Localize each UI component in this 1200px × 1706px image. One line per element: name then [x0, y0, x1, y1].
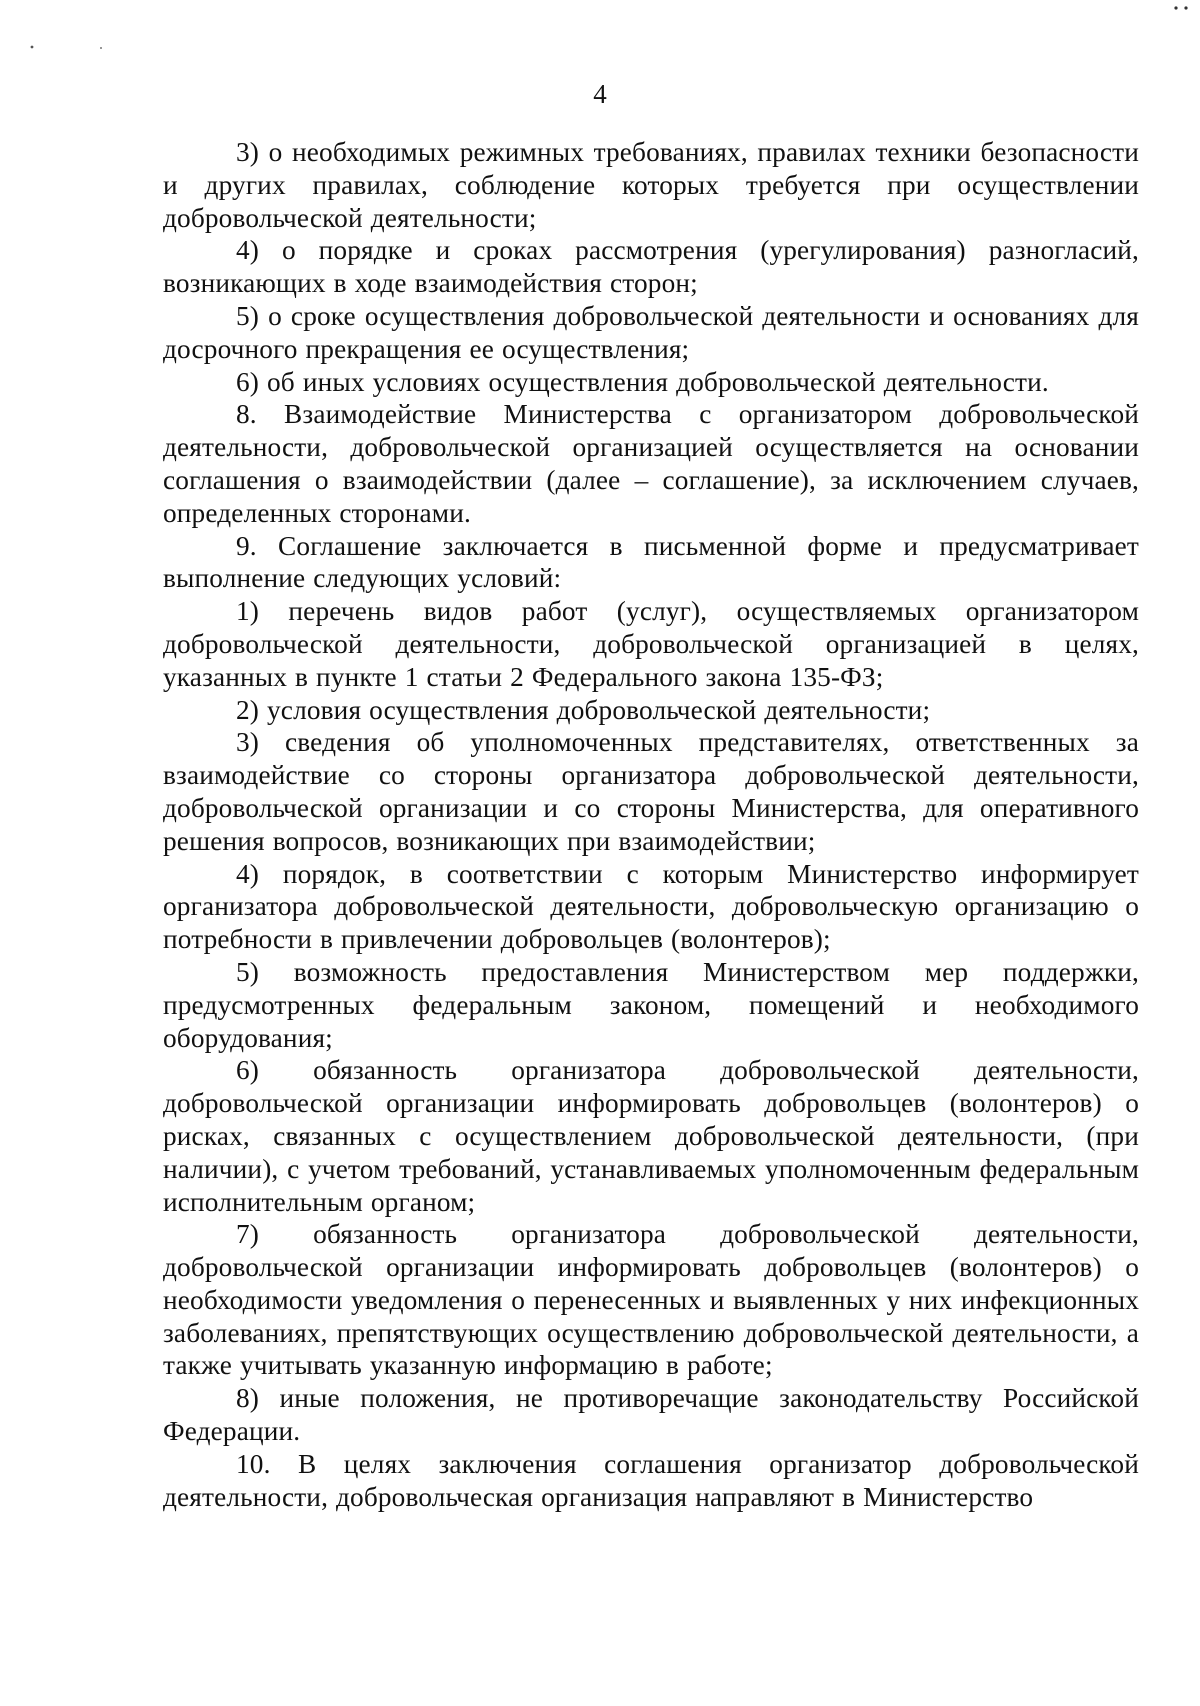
paragraph-condition-3-representatives: 3) сведения об уполномоченных представителях, ответственных за взаимодействие со стороны организатора добровольческой деятельности, добровольческой организации и со стороны Министерства, для оперативного решения вопросов, возникающих при взаимодействии; — [163, 727, 1139, 856]
page-number: 4 — [593, 79, 607, 109]
scan-dot — [100, 47, 102, 49]
scan-artifact-marks — [0, 0, 1200, 60]
paragraph-condition-4-procedure: 4) порядок, в соответствии с которым Министерство информирует организатора добровольческой деятельности, добровольческую организацию о потребности в привлечении добровольцев (волонтеров); — [163, 858, 1139, 955]
scan-dot — [31, 46, 34, 49]
scan-dot — [1174, 6, 1177, 9]
paragraph-condition-2-conditions: 2) условия осуществления добровольческой деятельности; — [236, 694, 931, 725]
paragraph-condition-1-works-list: 1) перечень видов работ (услуг), осуществляемых организатором добровольческой деятельности, добровольческой организацией в целях, указанных в пункте 1 статьи 2 Федерального закона 135-ФЗ; — [163, 596, 1139, 692]
paragraph-clause-8-interaction: 8. Взаимодействие Министерства с организатором добровольческой деятельности, добровольческой организацией осуществляется на основании соглашения о взаимодействии (далее – соглашение), за исключением случаев, определенных сторонами. — [163, 399, 1139, 528]
paragraph-clause-10-submission: 10. В целях заключения соглашения организатор добровольческой деятельности, добровольческая организация направляют в Министерство — [163, 1448, 1139, 1512]
paragraph-condition-8-other-provisions: 8) иные положения, не противоречащие законодательству Российской Федерации. — [163, 1383, 1139, 1447]
paragraph-item-3-regime-requirements: 3) о необходимых режимных требованиях, правилах техники безопасности и других правилах, соблюдение которых требуется при осуществлении добровольческой деятельности; — [163, 137, 1139, 233]
paragraph-condition-5-support-measures: 5) возможность предоставления Министерством мер поддержки, предусмотренных федеральным законом, помещений и необходимого оборудования; — [163, 956, 1139, 1053]
paragraph-item-4-disagreements: 4) о порядке и сроках рассмотрения (урегулирования) разногласий, возникающих в ходе взаимодействия сторон; — [163, 235, 1139, 299]
document-body — [163, 136, 1139, 1513]
paragraph-clause-9-agreement: 9. Соглашение заключается в письменной форме и предусматривает выполнение следующих условий: — [163, 530, 1139, 594]
paragraph-condition-6-risk-duty: 6) обязанность организатора добровольческой деятельности, добровольческой организации информировать добровольцев (волонтеров) о рисках, связанных с осуществлением добровольческой деятельности, (при наличии), с учетом требований, устанавливаемых уполномоченным федеральным исполнительным органом; — [163, 1055, 1139, 1217]
paragraph-condition-7-notification-duty: 7) обязанность организатора добровольческой деятельности, добровольческой организации информировать добровольцев (волонтеров) о необходимости уведомления о перенесенных и выявленных у них инфекционных заболеваниях, препятствующих осуществлению добровольческой деятельности, а также учитывать указанную информацию в работе; — [163, 1219, 1139, 1381]
scan-dot — [1184, 6, 1187, 9]
paragraph-item-6-other-conditions: 6) об иных условиях осуществления добровольческой деятельности. — [236, 366, 1049, 397]
paragraph-item-5-term: 5) о сроке осуществления добровольческой деятельности и основаниях для досрочного прекращения ее осуществления; — [163, 300, 1139, 364]
